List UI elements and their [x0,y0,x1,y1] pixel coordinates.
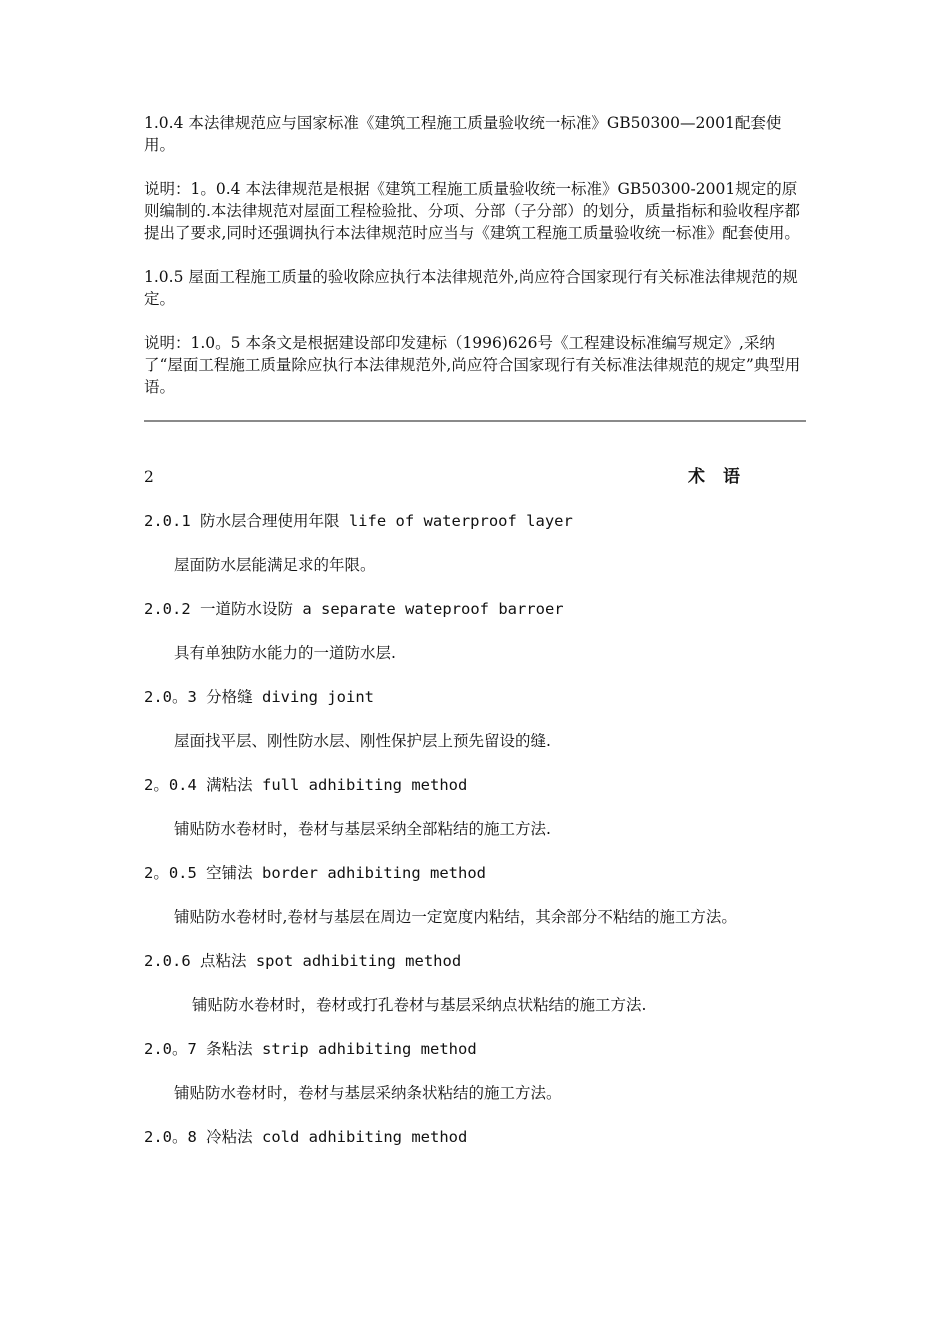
note-1-0-4: 说明：1。0.4 本法律规范是根据《建筑工程施工质量验收统一标准》GB50300-2001规定的原则编制的.本法律规范对屋面工程检验批、分项、分部（子分部）的划分，质量指标和验收程序都提出了要求,同时还强调执行本法律规范时应当与《建筑工程施工质量验收统一标准》配套使用。 [144,180,800,242]
term-code: 2.0.1 [144,512,200,530]
term-en: strip adhibiting method [252,1040,477,1058]
term-code: 2.0。8 [144,1128,207,1146]
term-code: 2.0。7 [144,1040,207,1058]
term-en: spot adhibiting method [246,952,462,970]
term-zh: 分格缝 [206,688,253,706]
term-en: cold adhibiting method [252,1128,468,1146]
term-definition: 铺贴防水卷材时,卷材与基层在周边一定宽度内粘结，其余部分不粘结的施工方法。 [174,908,737,926]
term-definition: 铺贴防水卷材时，卷材与基层采纳条状粘结的施工方法。 [174,1084,562,1102]
term-2-0-4 [144,774,806,796]
term-definition: 屋面找平层、刚性防水层、刚性保护层上预先留设的缝. [174,732,551,750]
term-zh: 一道防水设防 [200,600,294,618]
term-zh: 防水层合理使用年限 [200,512,340,530]
term-2-0-8 [144,1126,806,1148]
term-code: 2.0.2 [144,600,200,618]
term-2-0-3 [144,686,806,708]
chapter-number: 2 [144,468,154,486]
term-zh: 冷粘法 [206,1128,253,1146]
clause-1-0-4: 1.0.4 本法律规范应与国家标准《建筑工程施工质量验收统一标准》GB50300—2001配套使用。 [144,114,782,154]
term-definition: 铺贴防水卷材时，卷材或打孔卷材与基层采纳点状粘结的施工方法. [192,996,647,1014]
document-page [144,112,806,1170]
term-zh: 条粘法 [206,1040,253,1058]
term-code: 2。0.4 [144,776,207,794]
note-1-0-5: 说明：1.0。5 本条文是根据建设部印发建标（1996)626号《工程建设标准编写规定》,采纳了“屋面工程施工质量除应执行本法律规范外,尚应符合国家现行有关标准法律规范的规定”典型用语。 [144,334,801,396]
term-zh: 满粘法 [206,776,253,794]
term-en: life of waterproof layer [339,512,573,530]
clause-1-0-5: 1.0.5 屋面工程施工质量的验收除应执行本法律规范外,尚应符合国家现行有关标准法律规范的规定。 [144,268,798,308]
section-divider [144,420,806,422]
term-zh: 点粘法 [200,952,247,970]
term-zh: 空铺法 [206,864,253,882]
term-2-0-2 [144,598,806,620]
chapter-heading [144,466,806,488]
term-2-0-7 [144,1038,806,1060]
term-2-0-6 [144,950,806,972]
term-definition: 屋面防水层能满足求的年限。 [174,556,376,574]
term-code: 2.0.6 [144,952,200,970]
term-en: a separate wateproof barroer [293,600,564,618]
term-code: 2.0。3 [144,688,207,706]
term-en: diving joint [252,688,375,706]
term-2-0-1 [144,510,806,532]
term-2-0-5 [144,862,806,884]
term-en: full adhibiting method [252,776,468,794]
term-code: 2。0.5 [144,864,207,882]
term-definition: 具有单独防水能力的一道防水层. [174,644,396,662]
term-en: border adhibiting method [252,864,486,882]
chapter-title: 术语 [688,467,758,487]
term-definition: 铺贴防水卷材时，卷材与基层采纳全部粘结的施工方法. [174,820,551,838]
